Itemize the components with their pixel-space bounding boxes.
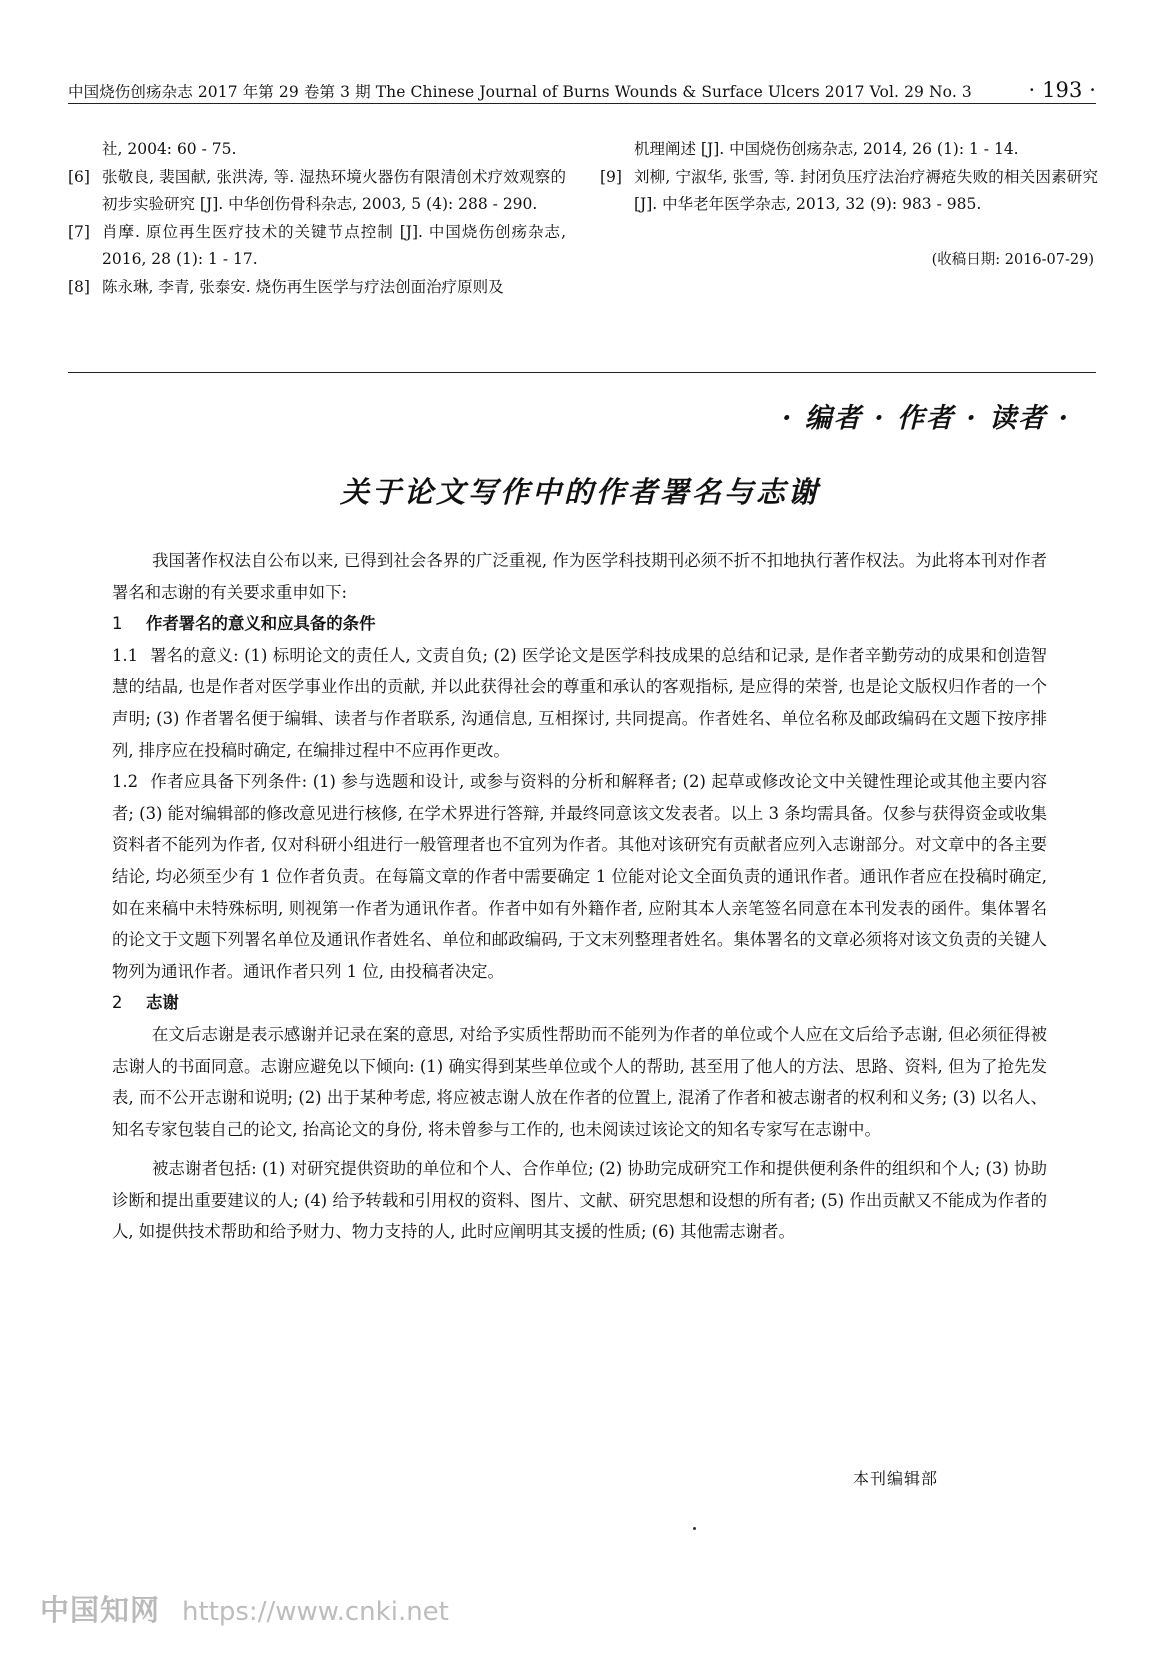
running-header	[68, 78, 1096, 102]
reference-number: [9]	[600, 167, 622, 186]
received-date: (收稿日期: 2016-07-29)	[931, 251, 1094, 268]
reference-number: [7]	[68, 222, 90, 241]
watermark-brand: 中国知网	[40, 1593, 161, 1627]
cnki-watermark	[40, 1588, 449, 1629]
reference-continuation: 机理阐述 [J]. 中国烧伤创疡杂志, 2014, 26 (1): 1 - 14.	[634, 140, 1019, 158]
reference-number: [6]	[68, 167, 90, 186]
article-body	[112, 545, 1047, 1248]
section-rule	[68, 372, 1096, 373]
section-title: 志谢	[146, 993, 179, 1013]
references-left-column	[68, 136, 566, 301]
subsection-number: 1.1	[112, 645, 139, 665]
article-title: 关于论文写作中的作者署名与志谢	[339, 475, 820, 509]
page-number: · 193 ·	[1028, 78, 1096, 102]
journal-title: 中国烧伤创疡杂志 2017 年第 29 卷第 3 期 The Chinese Journal of Burns Wounds & Surface Ulcers 2017 Vol. 29 No. 3	[68, 83, 972, 101]
section-heading-2	[112, 987, 1047, 1019]
reference-text: 刘柳, 宁淑华, 张雪, 等. 封闭负压疗法治疗褥疮失败的相关因素研究 [J]. 中华老年医学杂志, 2013, 32 (9): 983 - 985.	[634, 167, 1098, 213]
intro-paragraph: 我国著作权法自公布以来, 已得到社会各界的广泛重视, 作为医学科技期刊必须不折不扣地执行著作权法。为此将本刊对作者署名和志谢的有关要求重申如下:	[112, 551, 1047, 602]
section-heading-1	[112, 608, 1047, 640]
subsection-1-1	[112, 640, 1047, 766]
reference-item	[600, 164, 1098, 219]
references-right-column	[600, 136, 1098, 274]
reference-item	[68, 219, 566, 274]
paragraph-gap	[112, 1145, 1047, 1153]
subsection-number: 1.2	[112, 772, 139, 792]
subsection-text: 署名的意义: (1) 标明论文的责任人, 文责自负; (2) 医学论文是医学科技成果的总结和记录, 是作者辛勤劳动的成果和创造智慧的结晶, 也是作者对医学事业作出的贡献, 并以此获得社会的尊重和承认的客观指标, 是应得的荣誉, 也是论文版权归作者的一个声明; (3) 作者署名便于编辑、读者与作者联系, 沟通信息, 互相探讨, 共同提高。作者姓名、单位名称及邮政编码在文题下按序排列, 排序应在投稿时确定, 在编排过程中不应再作更改。	[112, 645, 1047, 760]
print-speck	[693, 1527, 696, 1530]
reference-item	[68, 274, 566, 302]
acknowledgement-paragraph: 在文后志谢是表示感谢并记录在案的意思, 对给予实质性帮助而不能列为作者的单位或个人应在文后给予志谢, 但必须征得被志谢人的书面同意。志谢应避免以下倾向: (1) 确实得到某些单位或个人的帮助, 甚至用了他人的方法、思路、资料, 但为了抢先发表, 而不公开志谢和说明; (2) 出于某种考虑, 将应被志谢人放在作者的位置上, 混淆了作者和被志谢者的权利和义务; (3) 以名人、知名专家包装自己的论文, 抬高论文的身份, 将未曾参与工作的, 也未阅读过该论文的知名专家写在志谢中。	[112, 1024, 1047, 1139]
column-name: · 编者 · 作者 · 读者 ·	[782, 403, 1070, 434]
subsection-text: 作者应具备下列条件: (1) 参与选题和设计, 或参与资料的分析和解释者; (2) 起草或修改论文中关键性理论或其他主要内容者; (3) 能对编辑部的修改意见进行核修, 在学术界进行答辩, 并最终同意该文发表者。以上 3 条均需具备。仅参与获得资金或收集资料者不能列为作者, 仅对科研小组进行一般管理者也不宜列为作者。其他对该研究有贡献者应列入志谢部分。对文章中的各主要结论, 均必须至少有 1 位作者负责。在每篇文章的作者中需要确定 1 位能对论文全面负责的通讯作者。通讯作者应在投稿时确定, 如在来稿中未特殊标明, 则视第一作者为通讯作者。作者中如有外籍作者, 应附其本人亲笔签名同意在本刊发表的函件。集体署名的论文于文题下列署名单位及通讯作者姓名、单位和邮政编码, 于文末列整理者姓名。集体署名的文章必须将对该文负责的关键人物列为通讯作者。通讯作者只列 1 位, 由投稿者决定。	[112, 772, 1047, 981]
editorial-signature: 本刊编辑部	[852, 1469, 938, 1488]
reference-text: 陈永琳, 李青, 张泰安. 烧伤再生医学与疗法创面治疗原则及	[102, 277, 504, 296]
reference-text: 肖摩. 原位再生医疗技术的关键节点控制 [J]. 中国烧伤创疡杂志, 2016, 28 (1): 1 - 17.	[102, 222, 566, 268]
reference-text: 张敬良, 裴国献, 张洪涛, 等. 湿热环境火器伤有限清创术疗效观察的初步实验研究 [J]. 中华创伤骨科杂志, 2003, 5 (4): 288 - 290.	[102, 167, 566, 213]
watermark-url[interactable]: https://www.cnki.net	[182, 1597, 449, 1627]
header-rule	[68, 103, 1096, 104]
reference-item	[68, 164, 566, 219]
section-title: 作者署名的意义和应具备的条件	[146, 614, 376, 634]
section-number: 1	[112, 614, 123, 634]
reference-continuation: 社, 2004: 60 - 75.	[102, 140, 237, 158]
reference-number: [8]	[68, 277, 90, 296]
subsection-1-2	[112, 766, 1047, 987]
section-number: 2	[112, 993, 123, 1013]
acknowledgement-list-paragraph: 被志谢者包括: (1) 对研究提供资助的单位和个人、合作单位; (2) 协助完成研究工作和提供便利条件的组织和个人; (3) 协助诊断和提出重要建议的人; (4) 给予转载和引用权的资料、图片、文献、研究思想和设想的所有者; (5) 作出贡献又不能成为作者的人, 如提供技术帮助和给予财力、物力支持的人, 此时应阐明其支援的性质; (6) 其他需志谢者。	[112, 1159, 1047, 1242]
